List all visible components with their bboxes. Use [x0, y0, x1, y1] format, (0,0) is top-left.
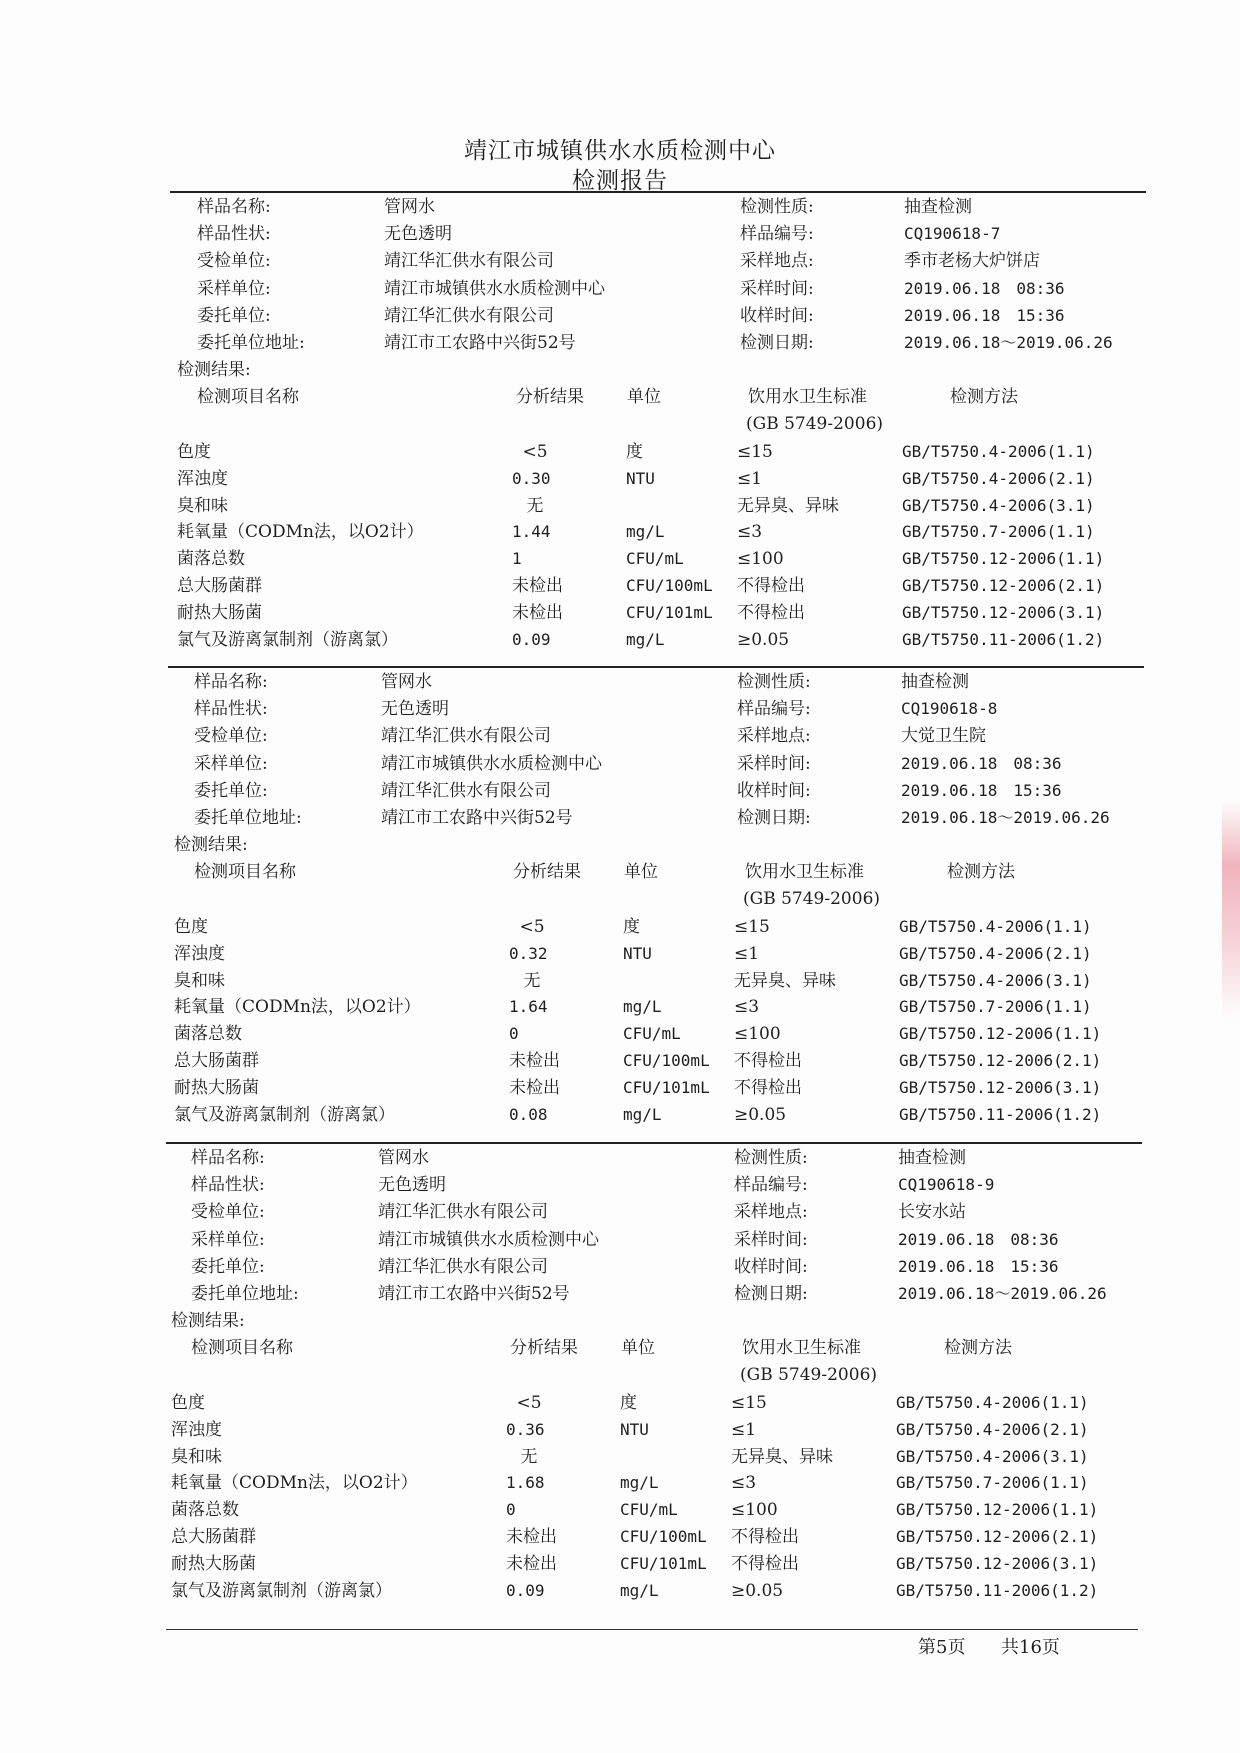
- row-standard: ≤100: [731, 1500, 778, 1520]
- sample-name-label: 样品名称:: [191, 1148, 265, 1168]
- row-unit: mg/L: [623, 1105, 662, 1124]
- row-standard: ≥0.05: [731, 1581, 784, 1601]
- sampling-time-label: 采样时间:: [740, 279, 814, 299]
- results-heading: 检测结果:: [171, 1311, 245, 1331]
- col-header-standard-code: (GB 5749-2006): [746, 414, 884, 434]
- row-method: GB/T5750.12-2006(1.1): [902, 549, 1105, 568]
- test-nature-label: 检测性质:: [734, 1148, 808, 1168]
- sample-no-label: 样品编号:: [734, 1175, 808, 1195]
- row-unit: 度: [623, 917, 640, 937]
- sampling-site-value: 长安水站: [898, 1202, 966, 1222]
- sampling-site-value: 季市老杨大炉饼店: [904, 251, 1040, 271]
- test-date-value: 2019.06.18～2019.06.26: [898, 1284, 1107, 1303]
- row-method: GB/T5750.4-2006(1.1): [902, 442, 1095, 461]
- inspected-unit-label: 受检单位:: [197, 251, 271, 271]
- row-result: 1.64: [509, 997, 548, 1016]
- row-item: 氯气及游离氯制剂（游离氯）: [171, 1581, 392, 1601]
- col-header-result: 分析结果: [513, 862, 581, 882]
- entrusting-unit-value: 靖江华汇供水有限公司: [378, 1257, 548, 1277]
- sampling-unit-value: 靖江市城镇供水水质检测中心: [378, 1230, 599, 1250]
- row-method: GB/T5750.12-2006(3.1): [896, 1554, 1099, 1573]
- row-result: 未检出: [509, 1078, 560, 1098]
- row-method: GB/T5750.12-2006(2.1): [902, 576, 1105, 595]
- sample-no-value: CQ190618-9: [898, 1175, 995, 1194]
- entrusting-address-label: 委托单位地址:: [194, 808, 302, 828]
- row-item: 氯气及游离氯制剂（游离氯）: [174, 1105, 395, 1125]
- seal-fragment: [1222, 800, 1240, 1020]
- test-nature-label: 检测性质:: [740, 197, 814, 217]
- row-item: 耐热大肠菌: [171, 1554, 256, 1574]
- test-date-label: 检测日期:: [734, 1284, 808, 1304]
- row-standard: 不得检出: [731, 1554, 799, 1574]
- receiving-time-value: 2019.06.18 15:36: [904, 306, 1065, 325]
- row-standard: ≤15: [731, 1393, 767, 1413]
- row-unit: mg/L: [626, 522, 665, 541]
- row-standard: ≤15: [737, 442, 773, 462]
- row-result: 0.36: [506, 1420, 545, 1439]
- row-standard: 不得检出: [737, 576, 805, 596]
- row-method: GB/T5750.7-2006(1.1): [902, 522, 1095, 541]
- col-header-item: 检测项目名称: [197, 387, 299, 407]
- row-item: 总大肠菌群: [177, 576, 262, 596]
- row-result: 未检出: [509, 1051, 560, 1071]
- row-item: 臭和味: [177, 496, 228, 516]
- entrusting-address-value: 靖江市工农路中兴街52号: [381, 808, 573, 828]
- col-header-method: 检测方法: [950, 387, 1018, 407]
- sample-trait-value: 无色透明: [378, 1175, 446, 1195]
- test-date-value: 2019.06.18～2019.06.26: [904, 333, 1113, 352]
- col-header-item: 检测项目名称: [194, 862, 296, 882]
- row-unit: NTU: [623, 944, 652, 963]
- col-header-method: 检测方法: [947, 862, 1015, 882]
- row-method: GB/T5750.12-2006(3.1): [899, 1078, 1102, 1097]
- receiving-time-label: 收样时间:: [734, 1257, 808, 1277]
- test-date-label: 检测日期:: [737, 808, 811, 828]
- test-nature-label: 检测性质:: [737, 672, 811, 692]
- row-result: 0: [506, 1500, 516, 1519]
- col-header-standard-code: (GB 5749-2006): [743, 889, 881, 909]
- row-unit: 度: [620, 1393, 637, 1413]
- row-unit: mg/L: [626, 630, 665, 649]
- col-header-item: 检测项目名称: [191, 1338, 293, 1358]
- row-method: GB/T5750.7-2006(1.1): [899, 997, 1092, 1016]
- col-header-standard: 饮用水卫生标准: [748, 387, 867, 407]
- row-method: GB/T5750.12-2006(1.1): [896, 1500, 1099, 1519]
- row-standard: 不得检出: [734, 1051, 802, 1071]
- test-nature-value: 抽查检测: [898, 1148, 966, 1168]
- sampling-time-value: 2019.06.18 08:36: [901, 754, 1062, 773]
- row-standard: ≤1: [734, 944, 760, 964]
- page-total: 共16页: [1001, 1637, 1060, 1658]
- row-unit: CFU/101mL: [620, 1554, 707, 1573]
- row-unit: CFU/101mL: [626, 603, 713, 622]
- sampling-unit-label: 采样单位:: [197, 279, 271, 299]
- inspected-unit-label: 受检单位:: [191, 1202, 265, 1222]
- row-unit: NTU: [626, 469, 655, 488]
- row-method: GB/T5750.12-2006(1.1): [899, 1024, 1102, 1043]
- sampling-time-label: 采样时间:: [737, 754, 811, 774]
- test-nature-value: 抽查检测: [904, 197, 972, 217]
- row-result: 1.68: [506, 1473, 545, 1492]
- entrusting-unit-value: 靖江华汇供水有限公司: [384, 306, 554, 326]
- row-unit: mg/L: [623, 997, 662, 1016]
- row-standard: ≤100: [737, 549, 784, 569]
- sample-trait-label: 样品性状:: [191, 1175, 265, 1195]
- results-heading: 检测结果:: [177, 360, 251, 380]
- col-header-result: 分析结果: [516, 387, 584, 407]
- inspected-unit-value: 靖江华汇供水有限公司: [381, 726, 551, 746]
- test-date-value: 2019.06.18～2019.06.26: [901, 808, 1110, 827]
- row-result: 无: [520, 1447, 538, 1467]
- row-result: <5: [516, 1393, 542, 1413]
- sample-trait-label: 样品性状:: [194, 699, 268, 719]
- row-item: 菌落总数: [171, 1500, 239, 1520]
- row-result: 无: [526, 496, 544, 516]
- sampling-site-label: 采样地点:: [734, 1202, 808, 1222]
- sample-name-value: 管网水: [378, 1148, 429, 1168]
- sample-no-value: CQ190618-8: [901, 699, 998, 718]
- test-nature-value: 抽查检测: [901, 672, 969, 692]
- row-method: GB/T5750.7-2006(1.1): [896, 1473, 1089, 1492]
- entrusting-unit-label: 委托单位:: [191, 1257, 265, 1277]
- row-method: GB/T5750.4-2006(1.1): [899, 917, 1092, 936]
- row-unit: CFU/101mL: [623, 1078, 710, 1097]
- row-standard: 无异臭、异味: [737, 496, 839, 516]
- divider-bottom: [166, 1629, 1138, 1630]
- receiving-time-label: 收样时间:: [740, 306, 814, 326]
- row-item: 耗氧量（CODMn法，以O2计）: [171, 1473, 418, 1493]
- row-method: GB/T5750.11-2006(1.2): [902, 630, 1105, 649]
- results-heading: 检测结果:: [174, 835, 248, 855]
- row-item: 耗氧量（CODMn法，以O2计）: [174, 997, 421, 1017]
- col-header-unit: 单位: [621, 1338, 655, 1358]
- org-title: 靖江市城镇供水水质检测中心: [464, 138, 776, 164]
- row-method: GB/T5750.4-2006(1.1): [896, 1393, 1089, 1412]
- row-method: GB/T5750.4-2006(3.1): [896, 1447, 1089, 1466]
- col-header-standard: 饮用水卫生标准: [745, 862, 864, 882]
- receiving-time-value: 2019.06.18 15:36: [898, 1257, 1059, 1276]
- row-item: 耐热大肠菌: [174, 1078, 259, 1098]
- row-standard: ≤3: [731, 1473, 757, 1493]
- row-result: 未检出: [512, 603, 563, 623]
- row-result: 0.08: [509, 1105, 548, 1124]
- entrusting-unit-label: 委托单位:: [197, 306, 271, 326]
- row-item: 菌落总数: [174, 1024, 242, 1044]
- sampling-unit-label: 采样单位:: [194, 754, 268, 774]
- row-method: GB/T5750.4-2006(2.1): [899, 944, 1092, 963]
- row-standard: ≤15: [734, 917, 770, 937]
- col-header-standard: 饮用水卫生标准: [742, 1338, 861, 1358]
- row-standard: ≤1: [737, 469, 763, 489]
- sample-name-label: 样品名称:: [194, 672, 268, 692]
- row-unit: mg/L: [620, 1581, 659, 1600]
- row-result: 0: [509, 1024, 519, 1043]
- row-result: 0.30: [512, 469, 551, 488]
- row-standard: 无异臭、异味: [734, 971, 836, 991]
- sampling-site-label: 采样地点:: [737, 726, 811, 746]
- row-result: 未检出: [512, 576, 563, 596]
- row-standard: 不得检出: [734, 1078, 802, 1098]
- sample-name-label: 样品名称:: [197, 197, 271, 217]
- row-unit: CFU/mL: [620, 1500, 678, 1519]
- entrusting-address-value: 靖江市工农路中兴街52号: [384, 333, 576, 353]
- row-standard: 无异臭、异味: [731, 1447, 833, 1467]
- inspected-unit-value: 靖江华汇供水有限公司: [384, 251, 554, 271]
- row-method: GB/T5750.4-2006(3.1): [902, 496, 1095, 515]
- row-item: 总大肠菌群: [171, 1527, 256, 1547]
- inspected-unit-label: 受检单位:: [194, 726, 268, 746]
- row-method: GB/T5750.12-2006(3.1): [902, 603, 1105, 622]
- entrusting-address-label: 委托单位地址:: [191, 1284, 299, 1304]
- sampling-time-value: 2019.06.18 08:36: [898, 1230, 1059, 1249]
- col-header-unit: 单位: [627, 387, 661, 407]
- inspected-unit-value: 靖江华汇供水有限公司: [378, 1202, 548, 1222]
- row-result: <5: [519, 917, 545, 937]
- row-method: GB/T5750.12-2006(2.1): [896, 1527, 1099, 1546]
- row-unit: 度: [626, 442, 643, 462]
- entrusting-address-value: 靖江市工农路中兴街52号: [378, 1284, 570, 1304]
- sampling-time-label: 采样时间:: [734, 1230, 808, 1250]
- row-method: GB/T5750.11-2006(1.2): [899, 1105, 1102, 1124]
- row-item: 耗氧量（CODMn法，以O2计）: [177, 522, 424, 542]
- row-result: 0.09: [512, 630, 551, 649]
- row-unit: NTU: [620, 1420, 649, 1439]
- row-item: 色度: [174, 917, 208, 937]
- row-item: 浑浊度: [171, 1420, 222, 1440]
- row-unit: CFU/100mL: [623, 1051, 710, 1070]
- row-standard: 不得检出: [731, 1527, 799, 1547]
- row-result: 未检出: [506, 1527, 557, 1547]
- row-item: 总大肠菌群: [174, 1051, 259, 1071]
- sample-trait-label: 样品性状:: [197, 224, 271, 244]
- row-method: GB/T5750.4-2006(2.1): [902, 469, 1095, 488]
- row-method: GB/T5750.11-2006(1.2): [896, 1581, 1099, 1600]
- row-item: 氯气及游离氯制剂（游离氯）: [177, 630, 398, 650]
- row-standard: ≥0.05: [737, 630, 790, 650]
- sampling-site-label: 采样地点:: [740, 251, 814, 271]
- row-method: GB/T5750.12-2006(2.1): [899, 1051, 1102, 1070]
- row-unit: CFU/mL: [626, 549, 684, 568]
- sample-trait-value: 无色透明: [381, 699, 449, 719]
- receiving-time-value: 2019.06.18 15:36: [901, 781, 1062, 800]
- sample-name-value: 管网水: [381, 672, 432, 692]
- divider-top: [170, 191, 1146, 193]
- col-header-unit: 单位: [624, 862, 658, 882]
- sample-name-value: 管网水: [384, 197, 435, 217]
- row-method: GB/T5750.4-2006(2.1): [896, 1420, 1089, 1439]
- sampling-unit-label: 采样单位:: [191, 1230, 265, 1250]
- row-unit: CFU/mL: [623, 1024, 681, 1043]
- row-result: <5: [522, 442, 548, 462]
- row-result: 0.09: [506, 1581, 545, 1600]
- row-result: 无: [523, 971, 541, 991]
- row-item: 菌落总数: [177, 549, 245, 569]
- row-result: 1.44: [512, 522, 551, 541]
- sample-no-value: CQ190618-7: [904, 224, 1001, 243]
- row-standard: 不得检出: [737, 603, 805, 623]
- col-header-result: 分析结果: [510, 1338, 578, 1358]
- row-unit: CFU/100mL: [626, 576, 713, 595]
- col-header-standard-code: (GB 5749-2006): [740, 1365, 878, 1385]
- row-item: 耐热大肠菌: [177, 603, 262, 623]
- row-item: 色度: [177, 442, 211, 462]
- row-standard: ≤3: [737, 522, 763, 542]
- sample-no-label: 样品编号:: [737, 699, 811, 719]
- entrusting-unit-value: 靖江华汇供水有限公司: [381, 781, 551, 801]
- row-item: 色度: [171, 1393, 205, 1413]
- page-number: 第5页: [918, 1637, 966, 1658]
- row-standard: ≤1: [731, 1420, 757, 1440]
- sampling-unit-value: 靖江市城镇供水水质检测中心: [381, 754, 602, 774]
- row-item: 浑浊度: [177, 469, 228, 489]
- row-item: 臭和味: [174, 971, 225, 991]
- test-date-label: 检测日期:: [740, 333, 814, 353]
- sampling-site-value: 大觉卫生院: [901, 726, 986, 746]
- divider-sample-3: [166, 1142, 1142, 1144]
- divider-sample-2: [168, 666, 1144, 668]
- entrusting-unit-label: 委托单位:: [194, 781, 268, 801]
- sample-no-label: 样品编号:: [740, 224, 814, 244]
- row-standard: ≤100: [734, 1024, 781, 1044]
- sample-trait-value: 无色透明: [384, 224, 452, 244]
- row-unit: mg/L: [620, 1473, 659, 1492]
- row-result: 未检出: [506, 1554, 557, 1574]
- sampling-unit-value: 靖江市城镇供水水质检测中心: [384, 279, 605, 299]
- col-header-method: 检测方法: [944, 1338, 1012, 1358]
- row-standard: ≤3: [734, 997, 760, 1017]
- row-result: 0.32: [509, 944, 548, 963]
- entrusting-address-label: 委托单位地址:: [197, 333, 305, 353]
- row-standard: ≥0.05: [734, 1105, 787, 1125]
- sampling-time-value: 2019.06.18 08:36: [904, 279, 1065, 298]
- row-method: GB/T5750.4-2006(3.1): [899, 971, 1092, 990]
- row-result: 1: [512, 549, 522, 568]
- report-title: 检测报告: [572, 168, 668, 194]
- row-unit: CFU/100mL: [620, 1527, 707, 1546]
- receiving-time-label: 收样时间:: [737, 781, 811, 801]
- row-item: 浑浊度: [174, 944, 225, 964]
- row-item: 臭和味: [171, 1447, 222, 1467]
